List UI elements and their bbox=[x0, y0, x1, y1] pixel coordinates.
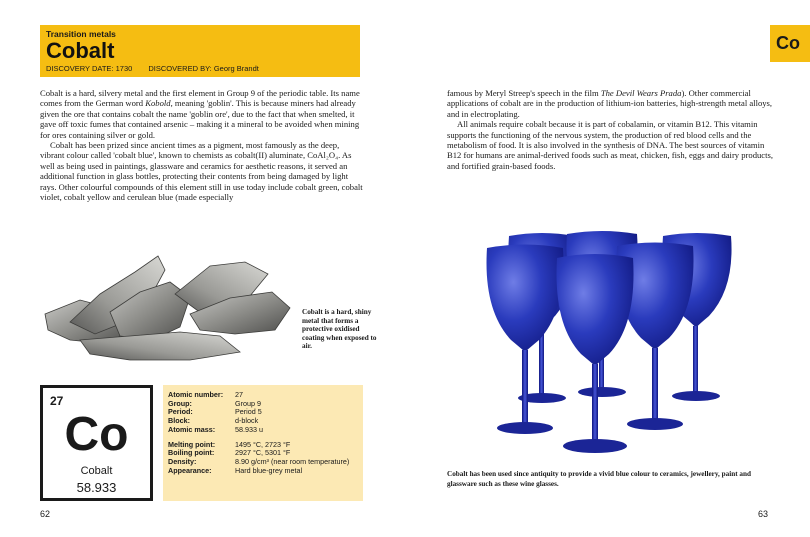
property-key: Period: bbox=[168, 407, 193, 417]
cobalt-metal-photo bbox=[40, 252, 292, 364]
right-body-text bbox=[447, 88, 777, 171]
property-row bbox=[168, 467, 358, 476]
discovery-info bbox=[46, 64, 354, 73]
right-paragraph-1 bbox=[447, 88, 777, 119]
property-value: 8.90 g/cm³ (near room temperature) bbox=[235, 456, 350, 466]
periodic-tile bbox=[40, 385, 153, 501]
property-value: 58.933 u bbox=[235, 424, 263, 434]
property-key: Group: bbox=[168, 398, 192, 408]
property-key: Appearance: bbox=[168, 465, 212, 475]
cobalt-glass-photo bbox=[447, 228, 759, 463]
page-number-left: 62 bbox=[40, 509, 51, 519]
tile-element-name: Cobalt bbox=[80, 465, 113, 477]
left-body-text bbox=[40, 88, 365, 202]
tile-atomic-number: 27 bbox=[50, 394, 64, 408]
glass-front bbox=[557, 254, 634, 453]
property-value: Period 5 bbox=[235, 407, 262, 417]
glass-middle-left bbox=[487, 245, 564, 435]
property-value: 27 bbox=[235, 390, 243, 399]
film-title: The Devil Wears Prada bbox=[600, 88, 682, 98]
right-paragraph-1-start: famous by Meryl Streep's speech in the film bbox=[447, 88, 601, 98]
property-key: Block: bbox=[168, 416, 190, 426]
discovery-date: DISCOVERY DATE: 1730 bbox=[46, 64, 133, 73]
property-key: Boiling point: bbox=[168, 448, 215, 458]
element-symbol-tab: Co bbox=[770, 25, 810, 62]
left-paragraph-2: Cobalt has been prized since ancient times as a pigment, most famously as the deep, vibrant colour called 'cobalt blue', known to chemists as cobalt(II) aluminate, CoAl₂O₄. As well as being used in paintings, glassware and ceramics for aesthetic reasons, it served an additional function in glass bottles, protecting their contents from being damaged by light rays. Other colourful compounds of this element still in use today include cobalt green, cobalt violet, cobalt yellow and cerulean blue (made especially bbox=[40, 140, 363, 203]
element-header bbox=[40, 25, 360, 77]
property-row bbox=[168, 400, 358, 409]
page-number-right: 63 bbox=[758, 509, 769, 519]
property-value: Hard blue-grey metal bbox=[235, 465, 303, 475]
property-key: Atomic mass: bbox=[168, 424, 216, 434]
right-paragraph-1-end: ). Other commercial applications of cobalt are in the production of lithium-ion batteries, high-strength metal alloys, and in electroplating. bbox=[447, 88, 773, 119]
right-paragraph-2: All animals require cobalt because it is part of cobalamin, or vitamin B12. This vitamin supports the functioning of the nervous system, the production of red blood cells and the metabolism of food. It is also involved in the synthesis of DNA. The best sources of vitamin B12 for humans are animal-derived foods such as meat, chicken, fish, eggs and dairy products, and fortified grain-based foods. bbox=[447, 119, 773, 171]
element-title: Cobalt bbox=[46, 38, 115, 63]
kobold-term: Kobold bbox=[145, 98, 171, 109]
property-key: Atomic number: bbox=[168, 390, 224, 399]
property-value: d-block bbox=[235, 416, 259, 426]
glass-photo-caption: Cobalt has been used since antiquity to provide a vivid blue colour to ceramics, jewellery, paint and glassware such as these wine glasses. bbox=[447, 470, 752, 488]
property-value: Group 9 bbox=[235, 398, 261, 408]
property-row bbox=[168, 391, 358, 400]
left-paragraph-1-end: , meaning 'goblin'. This is because miners had already given the ore that contains cobalt the name 'goblin ore', due to the fact that when smelted, it gave off toxic fumes that contained arsenic – making it a mineral to be avoided when mining for ores containing silver or gold. bbox=[40, 98, 360, 140]
element-category: Transition metals bbox=[46, 29, 116, 39]
property-value: 1495 °C, 2723 °F bbox=[235, 439, 291, 449]
properties-table bbox=[163, 385, 363, 501]
tile-symbol: Co bbox=[64, 408, 129, 461]
property-key: Melting point: bbox=[168, 439, 216, 449]
metal-photo-caption: Cobalt is a hard, shiny metal that forms a protective oxidised coating when exposed to air. bbox=[302, 308, 377, 351]
left-paragraph-1 bbox=[40, 88, 365, 140]
property-row bbox=[168, 426, 358, 435]
tile-atomic-mass: 58.933 bbox=[76, 480, 117, 495]
property-value: 2927 °C, 5301 °F bbox=[235, 448, 291, 458]
property-key: Density: bbox=[168, 456, 197, 466]
left-paragraph-1-start: Cobalt is a hard, silvery metal and the first element in Group 9 of the periodic table. Its name comes from the German word bbox=[40, 88, 360, 109]
property-row bbox=[168, 408, 358, 417]
discovered-by: DISCOVERED BY: Georg Brandt bbox=[148, 64, 259, 73]
